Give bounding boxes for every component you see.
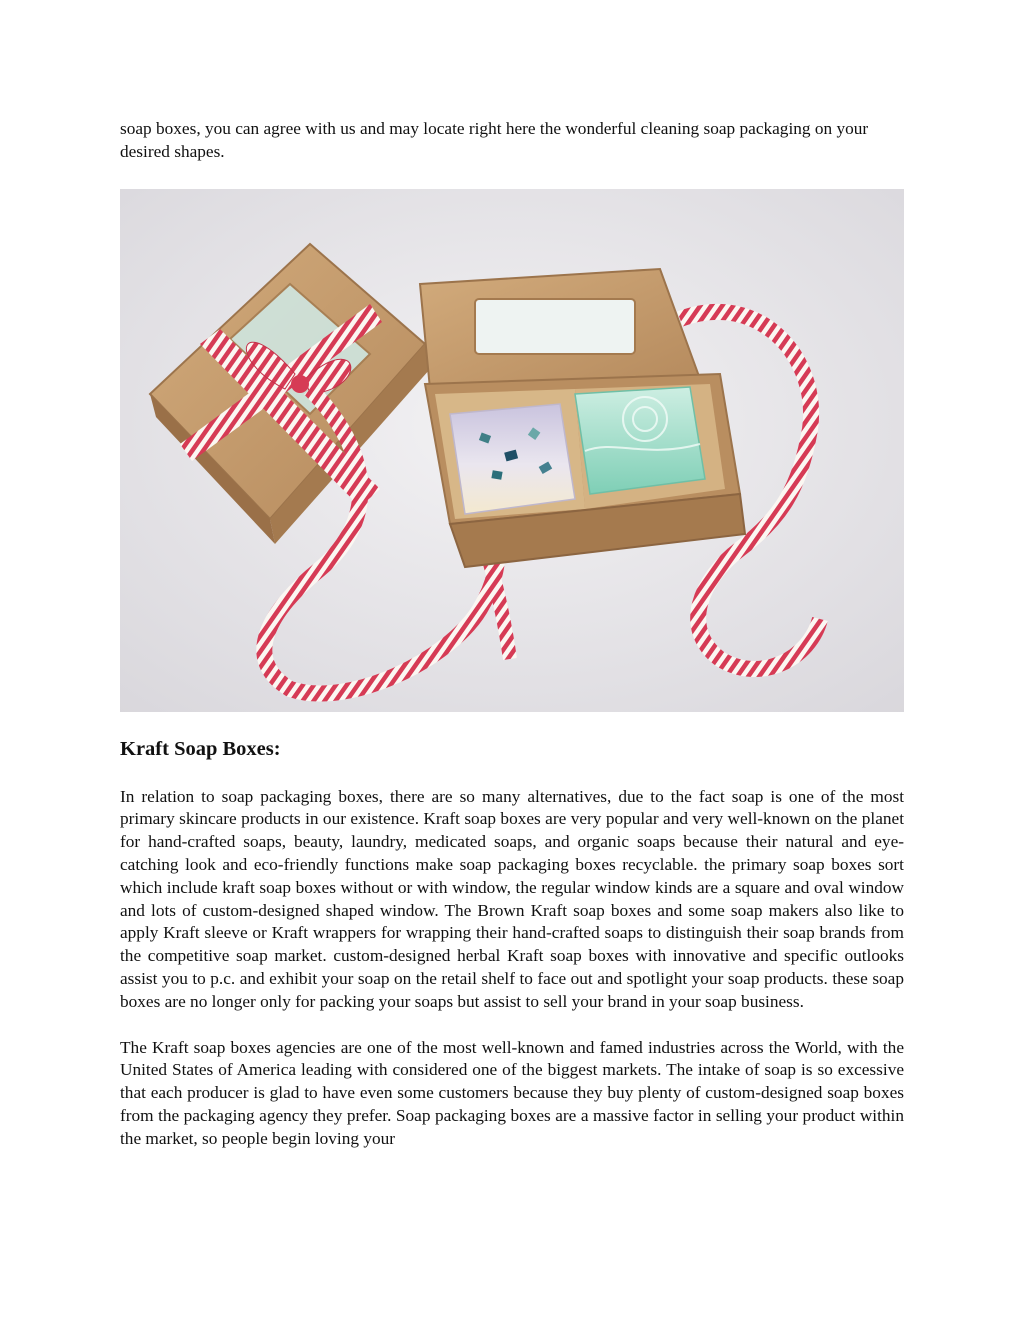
intro-paragraph: soap boxes, you can agree with us and may locate right here the wonderful cleaning soap packaging on your desired shapes. [120,119,869,161]
document-page [120,118,904,1151]
soap-gift-boxes-photo [120,189,904,712]
section-heading: Kraft Soap Boxes: [120,737,281,760]
body-paragraph-1: In relation to soap packaging boxes, there are so many alternatives, due to the fact soap is one of the most primary skincare products in our existence. Kraft soap boxes are very popular and very well-known on the planet for hand-crafted soaps, beauty, laundry, medicated soaps, and organic soaps because their natural and eye-catching look and eco-friendly functions make soap packaging boxes recyclable. the primary soap boxes sort which include kraft soap boxes without or with window, the regular window kinds are a square and oval window and lots of custom-designed shaped window. The Brown Kraft soap boxes and some soap makers also like to apply Kraft sleeve or Kraft wrappers for wrapping their hand-crafted soaps to distinguish their soap brands from the competitive soap market. custom-designed herbal Kraft soap boxes with innovative and specific outlooks assist you to p.c. and exhibit your soap on the retail shelf to face out and spotlight your soap products. these soap boxes are no longer only for packing your soaps but assist to sell your brand in your soap business. [120,786,904,1011]
body-paragraph-2: The Kraft soap boxes agencies are one of the most well-known and famed industries across the World, with the United States of America leading with considered one of the biggest markets. The intake of soap is so excessive that each producer is glad to have even some customers because they buy plenty of custom-designed soap boxes from the packaging agency they prefer. Soap packaging boxes are a massive factor in selling your product within the market, so people begin loving your [120,1037,904,1148]
